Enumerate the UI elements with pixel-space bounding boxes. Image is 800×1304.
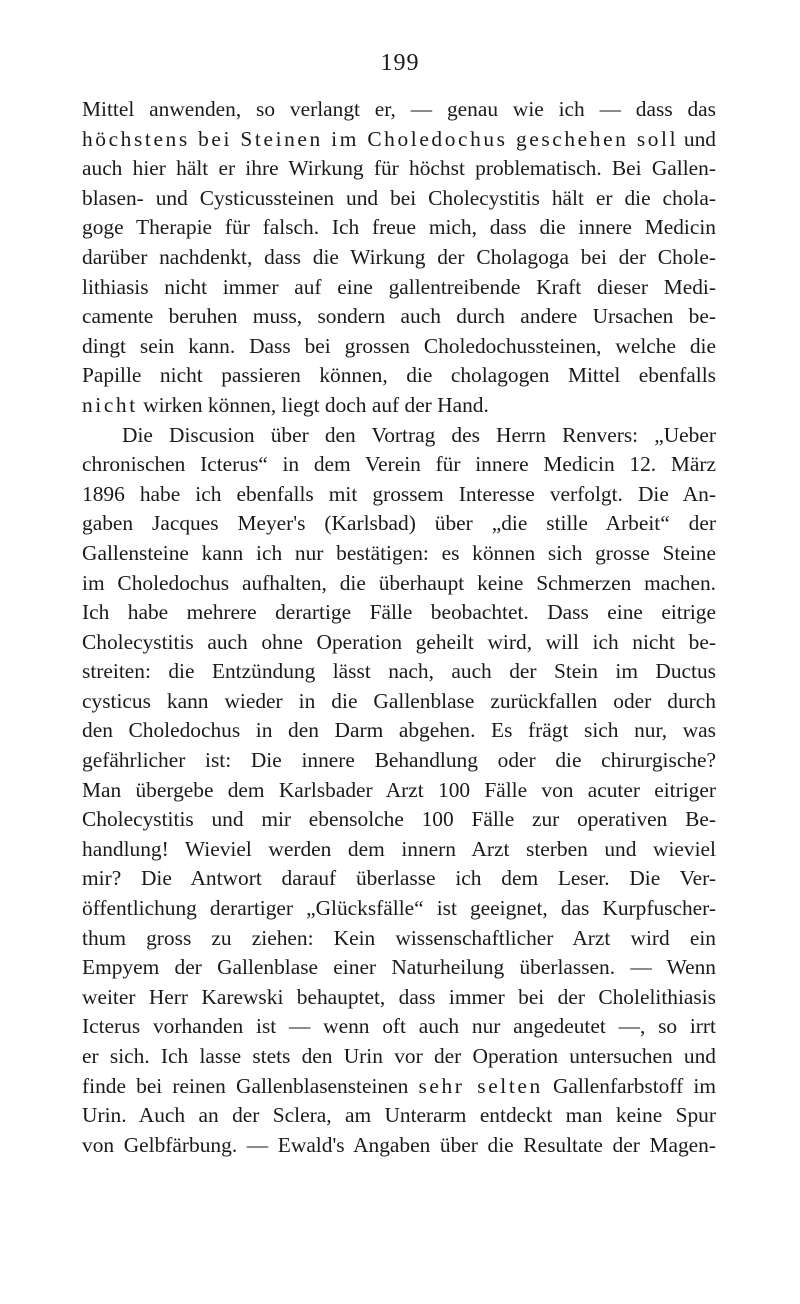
text-line: auch hier hält er ihre Wirkung für höchst problematisch. Bei Gallen- xyxy=(82,156,716,181)
text-line: er sich. Ich lasse stets den Urin vor der Operation untersuchen und xyxy=(82,1044,716,1068)
text-line: im Choledochus aufhalten, die überhaupt keine Schmerzen machen. xyxy=(82,570,716,595)
text-span: und xyxy=(678,126,716,151)
text-line xyxy=(82,125,716,155)
text-line: Man übergebe dem Karlsbader Arzt 100 Fälle von acuter eitriger xyxy=(82,777,716,802)
text-line: blasen- und Cysticussteinen und bei Cholecystitis hält er die chola- xyxy=(82,185,716,210)
emphasized-text: sehr selten xyxy=(418,1073,543,1098)
text-line: den Choledochus in den Darm abgehen. Es frägt sich nur, was xyxy=(82,718,716,743)
body-text xyxy=(82,95,716,1160)
text-span: finde bei reinen Gallenblasensteinen xyxy=(82,1073,419,1098)
text-line: Cholecystitis auch ohne Operation geheilt wird, will ich nicht be- xyxy=(82,629,716,654)
text-line: goge Therapie für falsch. Ich freue mich, dass die innere Medicin xyxy=(82,215,716,240)
text-line: Papille nicht passieren können, die cholagogen Mittel ebenfalls xyxy=(82,363,716,388)
text-line: Icterus vorhanden ist — wenn oft auch nur angedeutet —, so irrt xyxy=(82,1014,716,1039)
text-line: gaben Jacques Meyer's (Karlsbad) über „die stille Arbeit“ der xyxy=(82,511,716,536)
text-line: von Gelbfärbung. — Ewald's Angaben über die Resultate der Magen- xyxy=(82,1132,716,1157)
text-line: camente beruhen muss, sondern auch durch andere Ursachen be- xyxy=(82,304,716,329)
text-line: darüber nachdenkt, dass die Wirkung der Cholagoga bei der Chole- xyxy=(82,244,716,269)
text-line: Gallensteine kann ich nur bestätigen: es können sich grosse Steine xyxy=(82,540,716,565)
text-line: handlung! Wieviel werden dem innern Arzt sterben und wieviel xyxy=(82,836,716,861)
text-line: cysticus kann wieder in die Gallenblase zurückfallen oder durch xyxy=(82,688,716,713)
text-line: Mittel anwenden, so verlangt er, — genau wie ich — dass das xyxy=(82,97,716,121)
text-line: Urin. Auch an der Sclera, am Unterarm entdeckt man keine Spur xyxy=(82,1103,716,1128)
text-line: 1896 habe ich ebenfalls mit grossem Interesse verfolgt. Die An- xyxy=(82,481,716,506)
page-number: 199 xyxy=(380,50,420,76)
text-line: Die Discusion über den Vortrag des Herrn Renvers: „Ueber xyxy=(122,422,716,447)
emphasized-text: höchstens bei Steinen im Choledochus geschehen soll xyxy=(82,126,679,151)
text-line: Ich habe mehrere derartige Fälle beobachtet. Dass eine eitrige xyxy=(82,600,716,625)
text-line xyxy=(82,1072,716,1102)
text-line: chronischen Icterus“ in dem Verein für innere Medicin 12. März xyxy=(82,452,716,477)
text-line: thum gross zu ziehen: Kein wissenschaftlicher Arzt wird ein xyxy=(82,925,716,950)
text-line: weiter Herr Karewski behauptet, dass immer bei der Cholelithiasis xyxy=(82,984,716,1009)
text-line: Cholecystitis und mir ebensolche 100 Fälle zur operativen Be- xyxy=(82,807,716,832)
text-line xyxy=(82,391,716,421)
text-line: streiten: die Entzündung lässt nach, auch der Stein im Ductus xyxy=(82,659,716,684)
text-line: mir? Die Antwort darauf überlasse ich dem Leser. Die Ver- xyxy=(82,866,716,891)
text-span: Gallenfarbstoff im xyxy=(542,1073,716,1098)
emphasized-text: nicht xyxy=(82,392,138,417)
text-line: Empyem der Gallenblase einer Naturheilung überlassen. — Wenn xyxy=(82,955,716,980)
text-line: öffentlichung derartiger „Glücksfälle“ ist geeignet, das Kurpfuscher- xyxy=(82,896,716,921)
text-span: wirken können, liegt doch auf der Hand. xyxy=(137,392,489,417)
text-line: dingt sein kann. Dass bei grossen Choledochussteinen, welche die xyxy=(82,333,716,358)
text-line: gefährlicher ist: Die innere Behandlung oder die chirurgische? xyxy=(82,748,716,773)
text-line: lithiasis nicht immer auf eine gallentreibende Kraft dieser Medi- xyxy=(82,274,716,299)
